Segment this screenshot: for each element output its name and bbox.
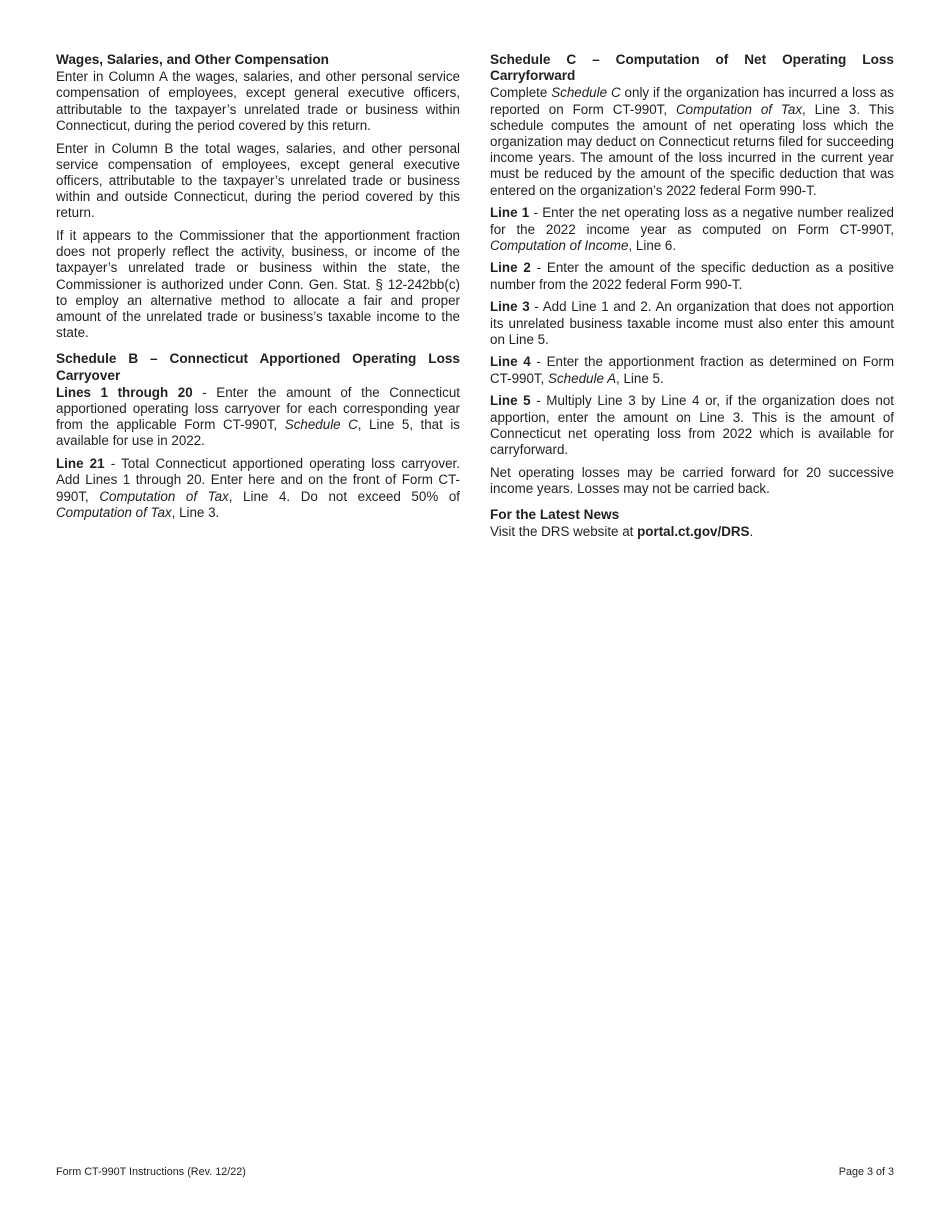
text-run: Line 2 (490, 260, 531, 276)
footer-form-id: Form CT-990T Instructions (Rev. 12/22) (56, 1166, 246, 1178)
paragraph (490, 465, 894, 497)
document-page (56, 52, 894, 547)
footer-page-number: Page 3 of 3 (838, 1166, 894, 1178)
text-run: Net operating losses may be carried forward for 20 successive income years. Losses may not be carried back. (490, 464, 894, 496)
text-run: Line 3 (490, 299, 530, 315)
text-run: - Enter the apportionment fraction as determined on Form CT-990T, (490, 354, 894, 386)
text-run: . (749, 524, 754, 540)
paragraph (56, 385, 460, 450)
text-run: Computation of Tax (99, 488, 229, 504)
text-run: - Enter the net operating loss as a negative number realized for the 2022 income year as computed on Form CT-990T, (490, 205, 894, 237)
text-run: Enter in Column B the total wages, salaries, and other personal service compensation of employees, except general executive officers, attributable to the taxpayer’s unrelated trade or business within and outside Connecticut, during the period covered by this return. (56, 140, 460, 221)
text-run: Line 4 (490, 354, 531, 370)
text-run: Visit the DRS website at (490, 524, 638, 540)
text-run: , Line 3. This schedule computes the amount of net operating loss which the organization may deduct on Connecticut returns filed for succeeding income years. The amount of the loss incurred in the current year must be reduced by the amount of the specific deduction that was entered on the organization’s 2022 federal Form 990-T. (490, 101, 895, 198)
text-run: , Line 4. Do not exceed 50% of (228, 488, 460, 504)
right-column (490, 52, 894, 547)
text-run: Line 5 (490, 393, 531, 409)
paragraph (56, 228, 460, 341)
left-column (56, 52, 460, 547)
text-run: For the Latest News (490, 507, 620, 523)
text-run: Enter in Column A the wages, salaries, and other personal service compensation of employees, except general executive officers, attributable to the taxpayer’s unrelated trade or business within Connecticut, during the period covered by this return. (56, 69, 460, 133)
text-run: Computation of Income (490, 237, 629, 253)
text-run: Computation of Tax (56, 504, 172, 520)
text-run: Schedule C – Computation of Net Operating Loss Carryforward (490, 52, 894, 84)
text-run: Schedule C (551, 85, 621, 101)
text-run: - Add Line 1 and 2. An organization that does not apportion its unrelated business taxable income must also enter this amount on Line 5. (490, 299, 894, 347)
text-run: portal.ct.gov/DRS (637, 524, 750, 540)
section-heading (490, 507, 894, 523)
text-run: , Line 5. (616, 370, 664, 386)
text-run: Schedule B – Connecticut Apportioned Operating Loss Carryover (56, 351, 460, 383)
text-run: , Line 5, that is available for use in 2022. (56, 417, 461, 449)
text-run: Line 21 (56, 456, 105, 472)
text-run: Lines 1 through 20 (56, 384, 193, 400)
text-run: Schedule C (284, 417, 358, 433)
paragraph (490, 299, 894, 348)
page-footer (56, 1166, 894, 1179)
paragraph (490, 260, 894, 292)
text-run: Complete (490, 85, 552, 101)
text-run: - Enter the amount of the Connecticut apportioned operating loss carryover for each corresponding year from the applicable Form CT-990T, (56, 384, 461, 433)
text-run: only if the organization has incurred a loss as reported on Form CT-990T, (490, 85, 894, 117)
paragraph (56, 456, 460, 521)
paragraph (490, 205, 894, 254)
text-run: Schedule A (548, 370, 617, 386)
section-heading (490, 52, 894, 84)
text-run: - Multiply Line 3 by Line 4 or, if the organization does not apportion, enter the amount on Line 3. This is the amount of Connecticut net operating loss from 2022 which is available for carryforward. (490, 393, 894, 457)
text-run: If it appears to the Commissioner that the apportionment fraction does not properly reflect the activity, business, or income of the taxpayer’s unrelated trade or business within the state, the Commissioner is authorized under Conn. Gen. Stat. § 12-242bb(c) to employ an alternative method to allocate a fair and proper amount of the unrelated trade or business’s taxable income to the state. (56, 228, 460, 341)
paragraph (490, 354, 894, 386)
text-run: , Line 3. (171, 504, 220, 520)
paragraph (56, 141, 460, 222)
text-run: Line 1 (490, 205, 530, 221)
text-run: Computation of Tax (676, 101, 803, 117)
section-heading (56, 52, 460, 68)
paragraph (490, 524, 894, 540)
text-run: , Line 6. (628, 237, 677, 253)
paragraph (56, 69, 460, 134)
text-run: - Enter the amount of the specific deduction as a positive number from the 2022 federal Form 990-T. (490, 260, 894, 292)
text-run: Wages, Salaries, and Other Compensation (56, 52, 329, 67)
section-heading (56, 351, 460, 383)
paragraph (490, 393, 894, 458)
text-run: - Total Connecticut apportioned operating loss carryover. Add Lines 1 through 20. Enter here and on the front of Form CT-990T, (56, 456, 460, 504)
paragraph (490, 85, 894, 198)
